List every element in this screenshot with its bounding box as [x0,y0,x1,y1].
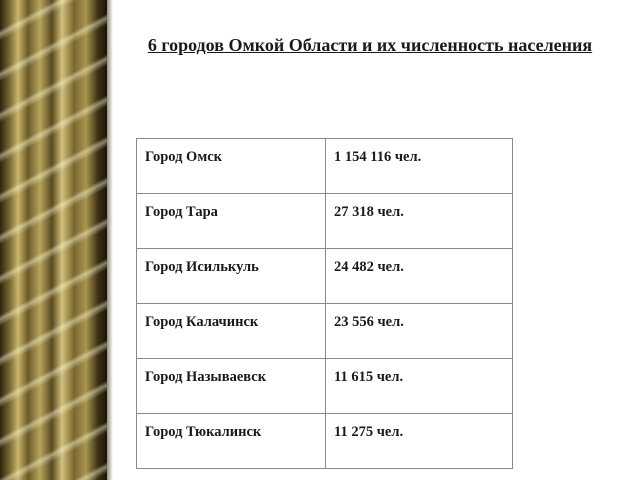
city-name-cell [137,414,326,469]
cities-table [136,138,513,469]
population-cell [326,139,513,194]
population-cell [326,414,513,469]
city-name: Город Омск [145,149,223,165]
table-row [137,304,513,359]
city-population: 27 318 чел. [334,204,404,220]
table-row [137,139,513,194]
city-name-cell [137,139,326,194]
table-row [137,249,513,304]
city-name-cell [137,304,326,359]
city-name-cell [137,194,326,249]
city-population: 23 556 чел. [334,314,404,330]
city-population: 1 154 116 чел. [334,149,422,165]
population-cell [326,249,513,304]
table-row [137,359,513,414]
city-name: Город Называевск [145,369,267,385]
curtain-shadow [107,0,113,480]
city-name: Город Тара [145,204,218,220]
population-cell [326,304,513,359]
city-population: 11 615 чел. [334,369,404,385]
population-cell [326,359,513,414]
table-row [137,414,513,469]
population-cell [326,194,513,249]
decorative-curtain [0,0,107,480]
city-name: Город Исилькуль [145,259,259,275]
city-name-cell [137,359,326,414]
city-name-cell [137,249,326,304]
city-name: Город Калачинск [145,314,259,330]
slide-title: 6 городов Омкой Области и их численность населения [147,35,593,55]
city-population: 24 482 чел. [334,259,404,275]
table-row [137,194,513,249]
city-name: Город Тюкалинск [145,424,262,440]
city-population: 11 275 чел. [334,424,404,440]
